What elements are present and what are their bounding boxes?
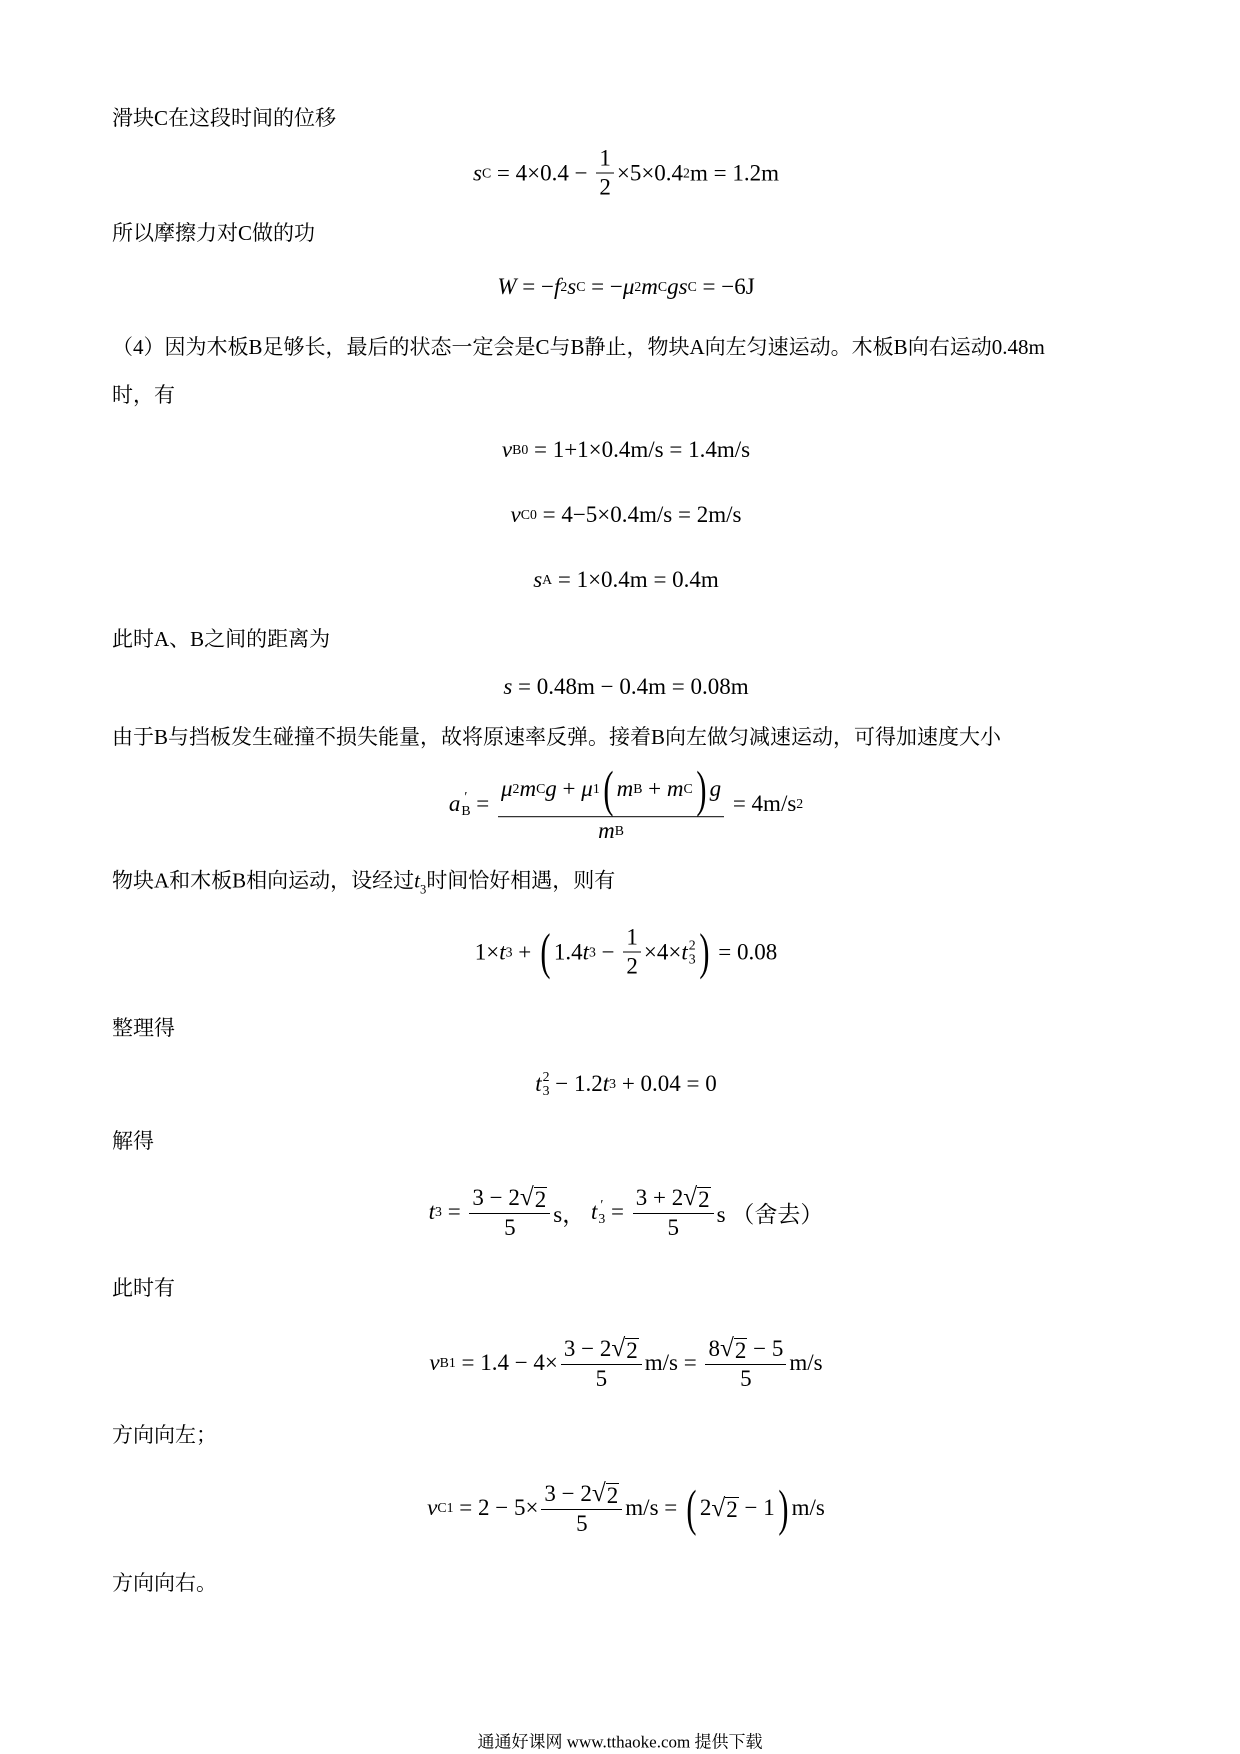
math-subscript: B: [633, 781, 643, 797]
fraction-numerator: [596, 146, 614, 174]
math-variable: W: [497, 274, 517, 299]
math-text: = 1+1×0.4m/s = 1.4m/s: [528, 437, 751, 462]
math-subscript: 2: [512, 781, 520, 797]
math-variable: m: [598, 817, 615, 843]
fraction-denominator: [596, 174, 614, 201]
fraction-denominator: [664, 1214, 682, 1241]
math-subsup: [461, 790, 470, 818]
sqrt-radical-icon: √: [519, 1183, 534, 1211]
math-sqrt: [720, 1334, 747, 1363]
left-paren-icon: (: [540, 923, 551, 980]
math-subscript: C: [481, 165, 492, 180]
math-text: = −: [516, 274, 554, 299]
math-variable: μ: [581, 776, 593, 802]
math-variable: s: [503, 674, 513, 699]
paragraph-text: 解得: [112, 1129, 154, 1153]
math-subscript: 2: [634, 279, 642, 294]
math-fraction: [561, 1334, 642, 1392]
math-text: 5: [667, 1215, 679, 1240]
math-sqrt: [592, 1479, 619, 1508]
math-superscript: 2: [542, 1069, 550, 1085]
math-text: s，: [553, 1201, 591, 1227]
right-paren-icon: ): [778, 1479, 789, 1536]
math-variable: t: [602, 1071, 610, 1096]
equation-row: [473, 146, 779, 201]
math-text: = 0.08: [712, 939, 778, 964]
math-text: s （舍去）: [716, 1201, 824, 1227]
math-text: m = 1.2m: [689, 160, 779, 185]
math-text: = 4×0.4 −: [491, 160, 594, 185]
equation-row: [535, 1070, 717, 1098]
math-variable: v: [510, 502, 521, 527]
math-variable: v: [429, 1350, 440, 1375]
paragraph-text: 方向向右。: [112, 1571, 217, 1595]
sqrt-argument: 2: [534, 1186, 547, 1212]
math-subscript: 2: [560, 279, 568, 294]
equation: [0, 1183, 1240, 1241]
math-text: = −: [585, 274, 623, 299]
math-variable: s: [567, 274, 577, 299]
fraction-denominator: [573, 1510, 591, 1537]
math-fraction: [596, 146, 614, 201]
math-variable: v: [427, 1495, 438, 1520]
fraction-numerator: [561, 1334, 642, 1365]
page-footer: 通通好课网 www.tthaoke.com 提供下载: [477, 1732, 763, 1752]
math-text: m/s =: [625, 1495, 683, 1520]
math-subscript: C: [687, 279, 697, 294]
fraction-numerator: [705, 1334, 786, 1365]
math-text: = 4−5×0.4m/s = 2m/s: [536, 502, 742, 527]
math-text: 时间恰好相遇，则有: [426, 868, 616, 893]
math-sqrt: [611, 1334, 638, 1363]
math-text: ×4×: [643, 939, 682, 964]
math-fraction: [633, 1183, 714, 1241]
math-variable: a: [448, 791, 461, 816]
math-subscript: C0: [520, 507, 537, 522]
math-variable: v: [501, 437, 513, 462]
math-subscript: B: [461, 803, 471, 818]
math-text: = −6J: [696, 274, 755, 299]
equation: [0, 674, 1240, 700]
math-text: − 1.2: [549, 1071, 603, 1096]
math-fraction: [498, 761, 724, 844]
sqrt-radical-icon: √: [591, 1479, 606, 1507]
math-text: 5: [595, 1366, 608, 1391]
equation-row: [497, 274, 754, 300]
fraction-denominator: [623, 953, 641, 980]
equation: [0, 502, 1240, 528]
math-text: 1×: [474, 939, 500, 964]
math-subscript: 3: [505, 944, 513, 959]
math-group: [617, 777, 693, 803]
math-subscript: A: [542, 572, 553, 587]
paragraph-text: 方向向左；: [112, 1423, 217, 1447]
math-subscript: C1: [437, 1500, 454, 1515]
paragraph-text: 整理得: [112, 1016, 175, 1040]
math-text: 2: [599, 174, 611, 200]
equation: [0, 437, 1240, 463]
math-group: [700, 1494, 775, 1523]
math-text: m/s: [789, 1350, 823, 1375]
equation: [0, 146, 1240, 201]
paragraph-text: 由于B与挡板发生碰撞不损失能量，故将原速率反弹。接着B向左做匀减速运动，可得加速度大小: [112, 725, 1002, 749]
right-paren-icon: ): [696, 761, 707, 818]
math-variable: t: [535, 1071, 542, 1096]
math-text: 1.4: [553, 939, 583, 964]
math-text: +: [512, 939, 538, 964]
math-text: 1: [626, 924, 638, 950]
math-text: = 2 − 5×: [453, 1495, 539, 1520]
math-subsup: [689, 938, 696, 966]
equation: [0, 567, 1240, 593]
math-text: 3 − 2: [472, 1184, 520, 1210]
math-subscript: 3: [609, 1076, 617, 1091]
equation-row: [502, 437, 750, 463]
math-text: +: [642, 776, 667, 802]
math-text: + 0.04 = 0: [616, 1071, 717, 1096]
fraction-denominator: [737, 1365, 755, 1392]
math-text: 5: [576, 1511, 588, 1536]
math-subsup: [543, 1070, 550, 1098]
math-superscript: 2: [683, 165, 690, 180]
equation-row: [427, 1479, 825, 1537]
math-text: ×5×0.4: [616, 160, 684, 185]
math-variable: m: [616, 776, 634, 802]
math-fraction: [705, 1334, 786, 1392]
math-text: 1: [599, 145, 611, 171]
math-text: 5: [740, 1366, 752, 1391]
math-text: = 1×0.4m = 0.4m: [552, 567, 719, 592]
math-variable: m: [641, 274, 658, 299]
left-paren-icon: (: [686, 1479, 697, 1536]
math-text: 5: [504, 1215, 516, 1240]
math-variable: s: [473, 160, 482, 185]
math-subscript: C: [657, 279, 668, 294]
math-fraction: [623, 925, 641, 980]
math-text: m/s =: [644, 1350, 703, 1375]
math-subscript: C: [576, 279, 586, 294]
sqrt-argument: 2: [626, 1337, 638, 1363]
paragraph-text: 此时A、B之间的距离为: [112, 627, 331, 651]
math-text: m/s: [791, 1495, 825, 1520]
fraction-numerator: [469, 1183, 550, 1214]
math-text: 2: [699, 1495, 712, 1520]
math-subscript: B1: [439, 1355, 456, 1370]
paragraph-text: [112, 865, 615, 898]
math-subscript: 3: [589, 944, 596, 959]
paragraph-text: 滑块C在这段时间的位移: [112, 106, 337, 130]
paragraph-text: 此时有: [112, 1276, 175, 1300]
math-text: = 4m/s: [727, 791, 797, 816]
math-subscript: B: [614, 822, 624, 838]
sqrt-radical-icon: √: [683, 1183, 698, 1211]
math-variable: f: [553, 274, 561, 299]
equation-row: [475, 925, 778, 980]
math-text: 8: [708, 1335, 720, 1361]
math-variable: t: [582, 939, 590, 964]
fraction-denominator: [595, 817, 627, 844]
sqrt-argument: 2: [734, 1337, 747, 1363]
left-paren-icon: (: [603, 761, 614, 818]
math-subscript: 3: [688, 951, 696, 966]
math-variable: m: [519, 776, 537, 802]
math-variable: t: [681, 939, 688, 964]
math-variable: t: [591, 1199, 598, 1224]
math-variable: t: [499, 939, 506, 964]
math-variable: g: [545, 776, 557, 802]
math-superscript: 2: [688, 937, 696, 953]
equation: [0, 1070, 1240, 1098]
fraction-numerator: [498, 761, 724, 818]
math-text: =: [605, 1199, 630, 1224]
math-text: 3 − 2: [544, 1480, 592, 1506]
math-variable: gs: [667, 274, 688, 299]
math-subscript: C: [683, 781, 693, 797]
fraction-numerator: [541, 1479, 622, 1510]
math-sqrt: [711, 1494, 738, 1523]
math-subscript: 3: [598, 1211, 606, 1226]
equation: [0, 925, 1240, 980]
math-subscript: 3: [435, 1204, 442, 1219]
math-text: =: [441, 1199, 467, 1224]
paragraph-text: 时，有: [112, 383, 175, 407]
sqrt-radical-icon: √: [711, 1493, 726, 1522]
math-variable: μ: [622, 274, 635, 299]
sqrt-argument: 2: [698, 1186, 710, 1212]
math-fraction: [541, 1479, 622, 1537]
equation: [0, 274, 1240, 300]
sqrt-radical-icon: √: [611, 1334, 626, 1362]
equation: [0, 1479, 1240, 1537]
equation: [0, 1334, 1240, 1392]
fraction-numerator: [623, 925, 641, 953]
math-superscript: ′: [464, 789, 468, 805]
fraction-denominator: [501, 1214, 519, 1241]
math-sqrt: [683, 1183, 710, 1212]
math-text: 2: [626, 953, 638, 979]
sqrt-radical-icon: √: [719, 1334, 734, 1362]
math-text: +: [556, 776, 582, 802]
math-text: − 5: [747, 1335, 784, 1361]
math-variable: m: [666, 776, 684, 802]
equation-row: [429, 1183, 824, 1241]
math-subscript: C: [536, 781, 546, 797]
equation-row: [429, 1334, 822, 1392]
equation-row: [511, 502, 742, 528]
fraction-numerator: [633, 1183, 714, 1214]
math-variable: μ: [501, 776, 513, 802]
math-text: = 1.4 − 4×: [455, 1350, 558, 1375]
equation-row: [533, 567, 719, 593]
math-subsup: [598, 1198, 605, 1226]
math-subscript: 3: [420, 882, 427, 897]
math-subscript: 1: [592, 781, 600, 797]
right-paren-icon: ): [699, 923, 710, 980]
math-text: 3 − 2: [563, 1335, 612, 1361]
math-fraction: [469, 1183, 550, 1241]
math-text: = 0.48m − 0.4m = 0.08m: [512, 674, 749, 699]
math-variable: s: [533, 567, 543, 592]
math-group: [554, 925, 696, 980]
math-subscript: B0: [512, 442, 529, 457]
math-text: 物块A和木板B相向运动，设经过: [112, 868, 415, 893]
equation: [0, 761, 1240, 844]
paragraph-text: （4）因为木板B足够长，最后的状态一定会是C与B静止，物块A向左匀速运动。木板B向右运动0.48m: [112, 335, 1045, 359]
sqrt-argument: 2: [726, 1497, 738, 1523]
paragraph-text: 所以摩擦力对C做的功: [112, 221, 316, 245]
math-sqrt: [520, 1183, 547, 1212]
fraction-denominator: [593, 1365, 611, 1392]
math-text: −: [595, 939, 621, 964]
math-subscript: 3: [542, 1083, 550, 1098]
math-text: 3 + 2: [635, 1184, 684, 1210]
math-superscript: ′: [600, 1197, 604, 1213]
math-text: =: [470, 791, 495, 816]
math-superscript: 2: [796, 796, 804, 811]
math-variable: t: [428, 1199, 436, 1224]
math-variable: g: [709, 776, 722, 802]
sqrt-argument: 2: [606, 1482, 619, 1508]
math-variable: t: [414, 868, 421, 893]
math-text: − 1: [738, 1495, 775, 1520]
equation-row: [503, 674, 748, 700]
equation-row: [448, 761, 804, 844]
